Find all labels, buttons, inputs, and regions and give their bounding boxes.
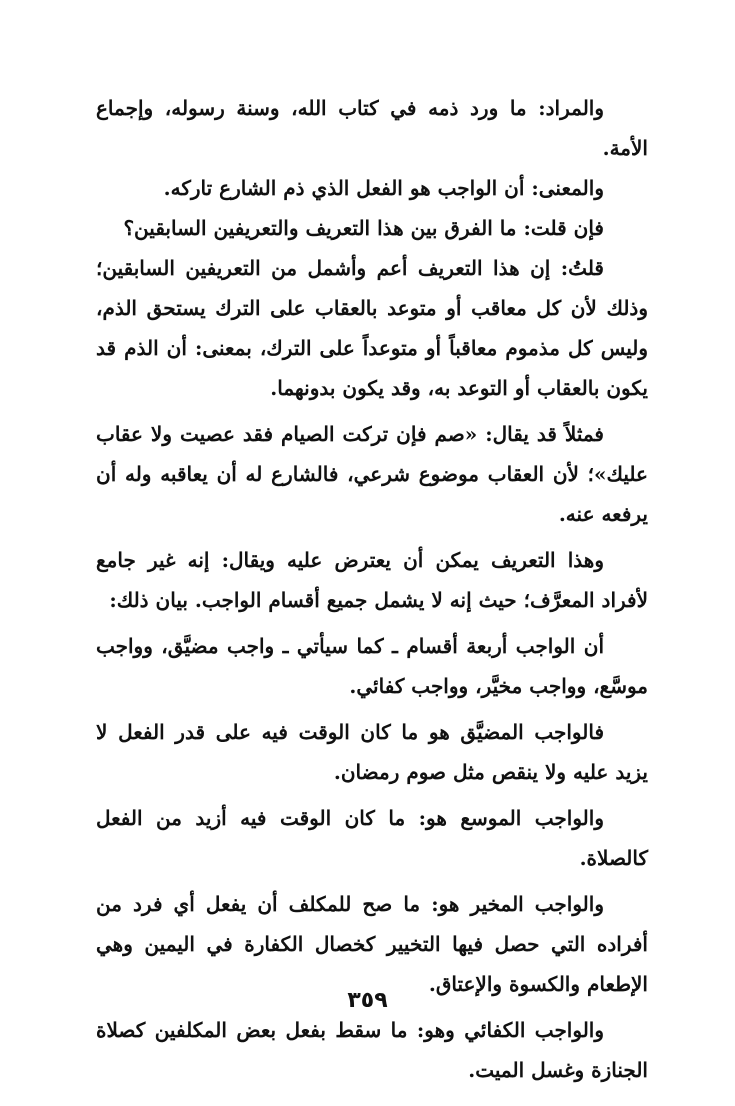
paragraph-example: فمثلاً قد يقال: «صم فإن تركت الصيام فقد عصيت ولا عقاب عليك»؛ لأن العقاب موضوع شرعي، فالشارع له أن يعاقبه وله أن يرفعه عنه. xyxy=(96,422,648,526)
page-body xyxy=(96,88,648,1090)
paragraph-collective-obligation: والواجب الكفائي وهو: ما سقط بفعل بعض المكلفين كصلاة الجنازة وغسل الميت. xyxy=(96,1018,648,1082)
paragraph-four-types: أن الواجب أربعة أقسام ـ كما سيأتي ـ واجب مضيَّق، وواجب موسَّع، وواجب مخيَّر، وواجب كفائي. xyxy=(96,634,648,698)
paragraph-extended-obligation: والواجب الموسع هو: ما كان الوقت فيه أزيد من الفعل كالصلاة. xyxy=(96,806,648,870)
paragraph-narrow-obligation: فالواجب المضيَّق هو ما كان الوقت فيه على قدر الفعل لا يزيد عليه ولا ينقص مثل صوم رمضان. xyxy=(96,720,648,784)
paragraph-answer: قلتُ: إن هذا التعريف أعم وأشمل من التعريفين السابقين؛ وذلك لأن كل معاقب أو متوعد بالعقاب على الترك يستحق الذم، وليس كل مذموم معاقباً أو متوعداً على الترك، بمعنى: أن الذم قد يكون بالعقاب أو التوعد به، وقد يكون بدونهما. xyxy=(96,256,648,400)
paragraph-question: فإن قلت: ما الفرق بين هذا التعريف والتعريفين السابقين؟ xyxy=(123,216,604,240)
paragraph-optional-obligation: والواجب المخير هو: ما صح للمكلف أن يفعل أي فرد من أفراده التي حصل فيها التخيير كخصال الكفارة في اليمين وهي الإطعام والكسوة والإعتاق. xyxy=(96,892,648,996)
paragraph-objection: وهذا التعريف يمكن أن يعترض عليه ويقال: إنه غير جامع لأفراد المعرَّف؛ حيث إنه لا يشمل جميع أقسام الواجب. بيان ذلك: xyxy=(96,548,648,612)
page-number: ٣٥٩ xyxy=(347,988,388,1013)
paragraph-meaning: والمعنى: أن الواجب هو الفعل الذي ذم الشارع تاركه. xyxy=(163,176,604,200)
paragraph-definition-meaning: والمراد: ما ورد ذمه في كتاب الله، وسنة رسوله، وإجماع الأمة. xyxy=(96,96,648,160)
